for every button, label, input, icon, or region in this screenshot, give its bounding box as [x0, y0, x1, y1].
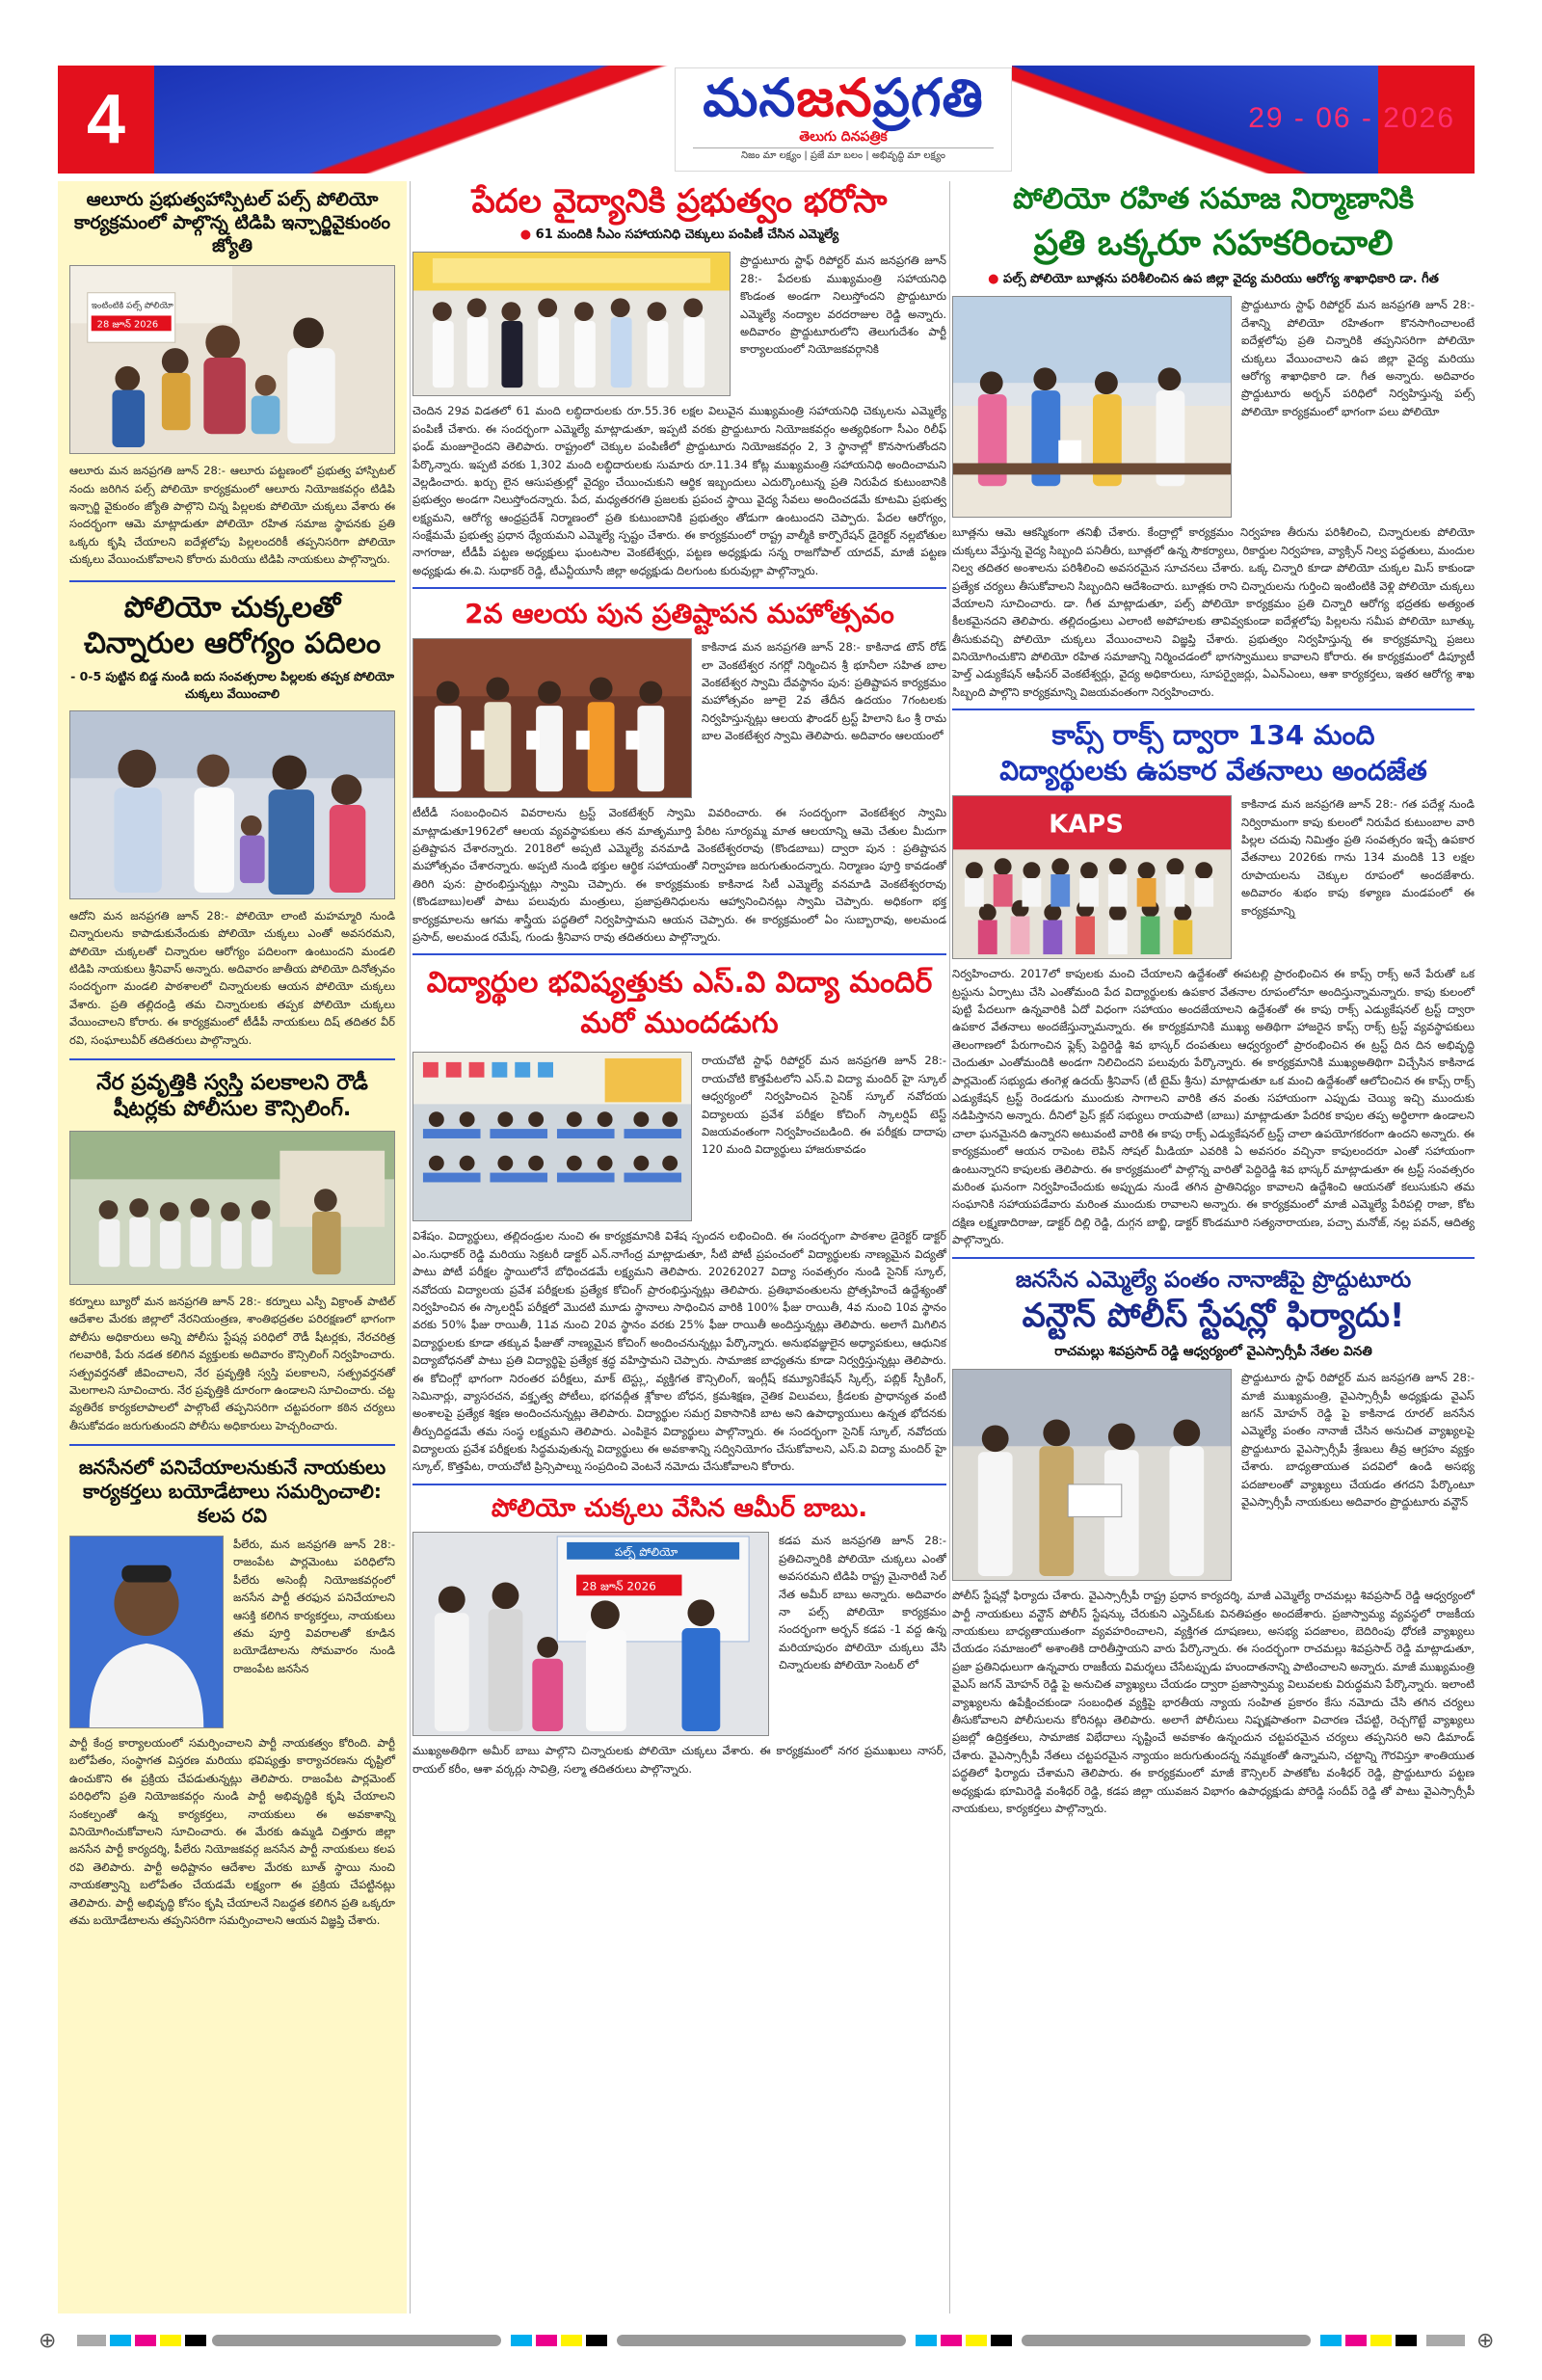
- issue-date: 29 - 06 - 2026: [1248, 102, 1455, 134]
- article-polio-free-society: పోలియో రహిత సమాజ నిర్మాణానికి ప్రతి ఒక్కరూ సహకరించాలి ● పల్స్ పోలియో బూత్లను పరిశీలించిన ఉప జిల్లా వైద్య మరియు ఆరోగ్య శాఖాధికారి డా. గీత ప్రొద్దుటూరు స్టాఫ్ రిపోర్టర్ మన జనప్రగతి జూన్ 28:- దేశాన్ని పోలియో రహితంగా కొనసాగించాలంటే ఐదేళ్లలోపు ప్రతి చిన్నారికి తప్పనిసరిగా పోలియో చుక్కలు వేయించాలని ఉప జిల్లా వైద్య మరియు ఆరోగ్య శాఖాధికారి డా. గీత అన్నారు. అదివారం ప్రొద్దుటూరు అర్బన్ పరిధిలో నిర్వహిస్తున్న పల్స్ పోలియో కార్యక్రమంలో భాగంగా పలు పోలియో బూత్లను ఆమె ఆకస్మికంగా తనిఖీ చేశారు. కేంద్రాల్లో కార్యక్రమం నిర్వహణ తీరును పరిశీలించి, చిన్నారులకు పోలియో చుక్కలు వేస్తున్న వైద్య సిబ్బంది పనితీరు, బూత్లలో ఉన్న సౌకర్యాలు, రికార్డుల నిర్వహణ, వ్యాక్సిన్ నిల్వ పద్ధతులు, మందుల నిల్వ తదితర అంశాలను పరిశీలించి అవసరమైన సూచనలు చేశారు. ఒక్క చిన్నారి కూడా పోలియో చుక్కల మిస్ కాకుండా ప్రత్యేక చర్యలు తీసుకోవాలని సిబ్బందిని ఆదేశించారు. బూత్లకు రాని చిన్నారులను గుర్తించి ఇంటింటికి వెళ్లి పోలియో చుక్కలు వేయాలని సూచించారు. డా. గీత మాట్లాడుతూ, పల్స్ పోలియో కార్యక్రమం ప్రతి చిన్నారి ఆరోగ్య భద్రతకు అత్యంత కీలకమైనదని తెలిపారు. తల్లిదండ్రులు ఎలాంటి అపోహలకు తావివ్వకుండా ఐదేళ్లలోపు పిల్లలను సమీప పోలియో బూత్కు తీసుకువచ్చి పోలియో చుక్కలు వేయించాలని విజ్ఞప్తి చేశారు. ప్రభుత్వం నిర్వహిస్తున్న ఈ కార్యక్రమాన్ని ప్రజలు వినియోగించుకొని పోలియో రహిత సమాజాన్ని నిర్మించడంలో భాగస్వాములు కావాలని కోరారు. ఈ కార్యక్రమంలో డిప్యూటీ హెల్త్ ఎడ్యుకేషన్ ఆఫీసర్ వెంకటేశ్వర్లు, వైద్య అధికారులు, సూపర్వైజర్లు, ఏఎన్ఎంలు, ఆశా కార్యకర్తలు, ఇతర ఆరోగ్య శాఖ సిబ్బంది పాల్గొని కార్యక్రమాన్ని విజయవంతంగా నిర్వహించారు.: [952, 181, 1475, 701]
- color-swatch: [160, 2335, 181, 2346]
- color-swatch: [135, 2335, 156, 2346]
- article-photo: [412, 252, 731, 396]
- article-photo: [952, 1369, 1232, 1581]
- color-swatch: [941, 2335, 962, 2346]
- article-body-continued: బూత్లను ఆమె ఆకస్మికంగా తనిఖీ చేశారు. కేంద్రాల్లో కార్యక్రమం నిర్వహణ తీరును పరిశీలించి, చిన్నారులకు పోలియో చుక్కలు వేస్తున్న వైద్య సిబ్బంది పనితీరు, బూత్లలో ఉన్న సౌకర్యాలు, రికార్డుల నిర్వహణ, వ్యాక్సిన్ నిల్వ పద్ధతులు, మందుల నిల్వ తదితర అంశాలను పరిశీలించి అవసరమైన సూచనలు చేశారు. ఒక్క చిన్నారి కూడా పోలియో చుక్కల మిస్ కాకుండా ప్రత్యేక చర్యలు తీసుకోవాలని సిబ్బందిని ఆదేశించారు. బూత్లకు రాని చిన్నారులను గుర్తించి ఇంటింటికి వెళ్లి పోలియో చుక్కలు వేయాలని సూచించారు. డా. గీత మాట్లాడుతూ, పల్స్ పోలియో కార్యక్రమం ప్రతి చిన్నారి ఆరోగ్య భద్రతకు అత్యంత కీలకమైనదని తెలిపారు. తల్లిదండ్రులు ఎలాంటి అపోహలకు తావివ్వకుండా ఐదేళ్లలోపు పిల్లలను సమీప పోలియో బూత్కు తీసుకువచ్చి పోలియో చుక్కలు వేయించాలని విజ్ఞప్తి చేశారు. ప్రభుత్వం నిర్వహిస్తున్న ఈ కార్యక్రమాన్ని ప్రజలు వినియోగించుకొని పోలియో రహిత సమాజాన్ని నిర్మించడంలో భాగస్వాములు కావాలని కోరారు. ఈ కార్యక్రమంలో డిప్యూటీ హెల్త్ ఎడ్యుకేషన్ ఆఫీసర్ వెంకటేశ్వర్లు, వైద్య అధికారులు, సూపర్వైజర్లు, ఏఎన్ఎంలు, ఆశా కార్యకర్తలు, ఇతర ఆరోగ్య శాఖ సిబ్బంది పాల్గొని కార్యక్రమాన్ని విజయవంతంగా నిర్వహించారు.: [952, 525, 1475, 699]
- article-photo: [69, 710, 395, 899]
- print-registration-strip: [39, 2329, 1503, 2353]
- registration-mark-icon: ⊕: [39, 2329, 57, 2353]
- headline: కాప్స్ రాక్స్ ద్వారా 134 మంది: [1051, 719, 1375, 752]
- headline-line2: ప్రతి ఒక్కరూ సహకరించాలి: [1033, 223, 1394, 263]
- article-cmrf-cheques: పేదల వైద్యానికి ప్రభుత్వం భరోసా ● 61 మందికి సీఎం సహాయనిధి చెక్కులు పంపిణీ చేసిన ఎమ్మెల్యే ప్రొద్దుటూరు స్టాఫ్ రిపోర్టర్ మన జనప్రగతి జూన్ 28:- పేదలకు ముఖ్యమంత్రి సహాయనిధి కొండంత అండగా నిలుస్తోందని ప్రొద్దుటూరు ఎమ్మెల్యే నంద్యాల వరదరాజుల రెడ్డి అన్నారు. అదివారం ప్రొద్దుటూరులోని తెలుగుదేశం పార్టీ కార్యాలయంలో నియోజకవర్గానికి చెందిన 29వ విడతలో 61 మంది లబ్ధిదారులకు రూ.55.36 లక్షల విలువైన ముఖ్యమంత్రి సహాయనిధి చెక్కులను ఎమ్మెల్యే పంపిణీ చేశారు. ఈ సందర్భంగా ఎమ్మెల్యే మాట్లాడుతూ, ఇప్పటి వరకు ప్రొద్దుటూరు నియోజకవర్గం అత్యధికంగా సీఎం రిలీఫ్ ఫండ్ మంజూరైందని తెలిపారు. రాష్ట్రంలో చెక్కుల పంపిణీలో ప్రొద్దుటూరు నియోజకవర్గం 2, 3 స్థానాల్లో కొనసాగుతోందని పేర్కొన్నారు. ఇప్పటి వరకు 1,302 మంది లబ్ధిదారులకు సుమారు రూ.11.34 కోట్ల ముఖ్యమంత్రి సహాయనిధి అందించామని వెల్లడించారు. ఖర్చు లైన ఆసుపత్రుల్లో వైద్యం చేయించుకుని ఆర్థిక ఇబ్బందులు ఎదుర్కొంటున్న ప్రతి నిరుపేద కుటుంబానికి ప్రభుత్వం అండగా నిలుస్తోందన్నారు. పేద, మధ్యతరగతి ప్రజలకు ప్రపంచ స్థాయి వైద్య సేవలు అందించడమే కూటమి ప్రభుత్వ లక్ష్యమని, ఆరోగ్య ఆంధ్రప్రదేశ్ నిర్మాణంలో ప్రతి కుటుంబానికి ప్రభుత్వం తోడుగా ఉంటుందని చెప్పారు. పేదల ఆరోగ్యం, సంక్షేమమే ప్రభుత్వ ప్రధాన ధ్యేయమని ఎమ్మెల్యే స్పష్టం చేశారు. ఈ కార్యక్రమంలో రాష్ట్ర వాల్మీకి కార్పొరేషన్ డైరెక్టర్ నల్లబోతుల నాగరాజు, టీడీపీ పట్టణ అధ్యక్షులు ఘంటసాల వెంకటేశ్వర్లు, పట్టణ అధ్యక్షుడు సన్న రాజగోపాల్ యాదవ్, మాజీ పట్టణ అధ్యక్షుడు ఈ.వి. సుధాకర్ రెడ్డి, టీఎన్టీయూసీ జిల్లా అధ్యక్షుడు దిలగుంట కురువుల్లా పాల్గొన్నారు.: [412, 181, 946, 579]
- color-swatch: [561, 2335, 582, 2346]
- masthead-title: మనజనప్రగతి: [703, 67, 984, 128]
- article-sv-vidya-mandir: [412, 963, 946, 1475]
- column-divider: [410, 181, 411, 2313]
- headline: పేదల వైద్యానికి ప్రభుత్వం భరోసా: [471, 182, 888, 221]
- headline-line2: వన్టౌన్ పోలీస్ స్టేషన్లో ఫిర్యాదు!: [1022, 1297, 1405, 1336]
- deck: రాచమల్లు శివప్రసాద్ రెడ్డి ఆధ్వర్యంలో వైఎస్సార్సీపీ నేతల వినతి: [1054, 1343, 1372, 1359]
- masthead-band: [58, 66, 1475, 174]
- left-column: [58, 181, 407, 2313]
- article-photo: [69, 1131, 395, 1285]
- headline: విద్యార్థుల భవిష్యత్తుకు ఎస్.వి విద్యా మందిర్ మరో ముందడుగు: [426, 966, 933, 1041]
- article-body: కడప మన జనప్రగతి జూన్ 28:- ప్రతిచిన్నారికి పోలియో చుక్కలు ఎంతో అవసరమని టిడిపి రాష్ట్ర మైనారిటీ సెల్ నేత అమీర్ బాబు అన్నారు. అదివారం నా పల్స్ పోలియో కార్యక్రమం సందర్భంగా అర్బన్ కడప -1 వద్ద ఉన్న మరియాపురం పోలియో చుక్కలు వేసి చిన్నారులకు పోలియో సెంటర్ లో: [779, 1534, 946, 1672]
- article-photo: [412, 1052, 692, 1221]
- article-photo: [412, 1532, 769, 1736]
- grey-scale-bar: [212, 2335, 501, 2346]
- headline: పోలియో చుక్కలు వేసిన ఆమీర్ బాబు.: [491, 1493, 868, 1523]
- page-number: 4: [86, 81, 126, 158]
- color-swatch: [966, 2335, 987, 2346]
- color-swatch: [1396, 2335, 1417, 2346]
- article-rowdy-sheeter-counselling: [58, 1066, 407, 1438]
- article-body: ప్రొద్దుటూరు స్టాఫ్ రిపోర్టర్ మన జనప్రగతి జూన్ 28:- మాజీ ముఖ్యమంత్రి, వైఎస్సార్సీపీ అధ్యక్షుడు వైఎస్ జగన్ మోహన్ రెడ్డి పై కాకినాడ రూరల్ జనసేన ఎమ్మెల్యే పంతం నానాజీ చేసిన అనుచిత వ్యాఖ్యలపై ప్రొద్దుటూరు వైఎస్సార్సీపీ శ్రేణులు తీవ్ర ఆగ్రహం వ్యక్తం చేశారు. బాధ్యతాయుత పదవిలో ఉండి అసభ్య పదజాలంతో వ్యాఖ్యలు చేయడం తగదని పేర్కొంటూ వైఎస్సార్సీపీ నాయకులు అదివారం ప్రొద్దుటూరు వన్టౌన్: [1241, 1371, 1475, 1510]
- article-photo: [952, 795, 1232, 959]
- article-body: ఆదోని మన జనప్రగతి జూన్ 28:- పోలియో లాంటి మహమ్మారి నుండి చిన్నారులను కాపాడుకునేందుకు పోలియో చుక్కలు ఎంతో అవసరమని, పోలియో చుక్కలతో చిన్నారుల ఆరోగ్యం పదిలంగా ఉంటుందని మండలి టిడిపి నాయకులు శ్రీనివాస్ అన్నారు. అదివారం జాతీయ పోలియో దినోత్సవం సందర్భంగా మండలి పాఠశాలలో చిన్నారులకు ఆయన పోలియో చుక్కలు వేశారు. ప్రతి తల్లిదండ్రి తమ చిన్నారులకు తప్పక పోలియో చుక్కలు వేయించాలని కోరారు. ఈ కార్యక్రమంలో టీడీపీ నాయకులు దిష్ తదితర వీర్ రవి, సంఘాలువీర్ తదితరులు పాల్గొన్నారు.: [69, 908, 395, 1047]
- article-aluru-polio: [58, 181, 407, 576]
- deck: 61 మందికి సీఎం సహాయనిధి చెక్కులు పంపిణీ చేసిన ఎమ్మెల్యే: [535, 227, 839, 242]
- article-polio-drops-health: [58, 586, 407, 1053]
- article-body-continued: విశేషం. విద్యార్థులు, తల్లిదండ్రుల నుంచి ఈ కార్యక్రమానికి విశేష స్పందన లభించింది. ఈ సందర్భంగా పాఠశాల డైరెక్టర్ డాక్టర్ ఎం.సుధాకర్ రెడ్డి మరియు సెక్రటరీ డాక్టర్ ఎన్.నాగేంద్ర మాట్లాడుతూ, సీటి పోటీ ప్రపంచంలో విద్యార్థులకు నాణ్యమైన విద్యతో పాటు పోటీ పరీక్షల స్థాయిలోనే బోధించడమే లక్ష్యమని తెలిపారు. 20262027 విద్యా సంవత్సరం నుండి సైనిక్ స్కూల్, నవోదయ విద్యాలయ ప్రవేశ పరీక్షలకు ప్రత్యేక కోచింగ్ ప్రారంభిస్తున్నట్లు తెలిపారు. ప్రతిభావంతులను ప్రోత్సహించే ఉద్దేశ్యంతో నిర్వహించిన ఈ స్కాలర్షిప్ పరీక్షలో మొదటి మూడు స్థానాలు సాధించిన వారికి 100% ఫీజు రాయితీ, 4వ నుంచి 10వ స్థానం వరకు 50% ఫీజు రాయితీ, 11వ నుంచి 20వ స్థానం వరకు 25% ఫీజు రాయితీ అందిస్తున్నట్లు తెలిపారు. అలాగే మిగిలిన విద్యార్థులకు కూడా తక్కువ ఫీజుతో నాణ్యమైన కోచింగ్ అందించనున్నట్లు పేర్కొన్నారు. అనుభవజ్ఞులైన అధ్యాపకులు, ఆధునిక విద్యాబోధనతో పాటు ప్రతి విద్యార్థిపై ప్రత్యేక శ్రద్ధ వహిస్తామని చెప్పారు. సామాజిక బాధ్యతను కూడా నిర్వర్తిస్తున్నట్లు తెలిపారు. ఈ కోచింగ్లో భాగంగా నిరంతర పరీక్షలు, మాక్ టెస్ట్లు, వ్యక్తిగత కౌన్సిలింగ్, ఇంగ్లీష్ కమ్యూనికేషన్ స్కిల్స్, పబ్లిక్ స్పీకింగ్, సెమినార్లు, వ్యాసరచన, వక్తృత్వ పోటీలు, భగవద్గీత శ్లోకాల బోధన, క్రమశిక్షణ, నైతిక విలువలు, క్రీడలకు ప్రాధాన్యత వంటి అంశాలపై ప్రత్యేక శిక్షణ అందించనున్నట్లు తెలిపారు. విద్యార్థుల సమగ్ర వికాసానికి బాట అని ఉపాధ్యాయులు ఉన్నత భోదనకు తీర్పుదిద్దడమే తమ సంస్థ లక్ష్యమని తెలిపారు. ఎంపికైన విద్యార్థులు పాల్గొన్నారు. ఈ సందర్భంగా సైనిక్ స్కూల్, నవోదయ విద్యాలయ ప్రవేశ పరీక్షలకు సిద్ధమవుతున్న విద్యార్థులు ఈ అవకాశాన్ని సద్వినియోగం చేసుకోవాలని, ఎస్.వి విద్యా మందిర్ హై స్కూల్, కొత్తపేట, రాయచోటి ప్రిన్సిపాల్ను సంప్రదించి వెంటనే నమోదు చేసుకోవాలని కోరారు.: [412, 1229, 946, 1474]
- masthead-tagline: నిజం మా లక్ష్యం | ప్రజే మా బలం | అభివృద్ధి మా లక్ష్యం: [693, 147, 994, 164]
- color-swatch: [511, 2335, 532, 2346]
- article-body-continued: పార్టీ కేంద్ర కార్యాలయంలో సమర్పించాలని పార్టీ నాయకత్వం కోరింది. పార్టీ బలోపేతం, సంస్థాగత విస్తరణ మరియు భవిష్యత్తు కార్యాచరణను దృష్టిలో ఉంచుకొని ఈ ప్రక్రియ చేపడుతున్నట్లు తెలిపారు. రాజంపేట పార్లమెంట్ పరిధిలోని ప్రతి నియోజకవర్గం నుండి పార్టీ అభివృద్ధికి కృషి చేయాలని సంకల్పంతో ఉన్న కార్యకర్తలు, నాయకులు ఈ అవకాశాన్ని వినియోగించుకోవాలని సూచించారు. ఈ మేరకు ఉమ్మడి చిత్తూరు జిల్లా జనసేన పార్టీ కార్యదర్శి, పీలేరు నియోజకవర్గ జనసేన పార్టీ నాయకులు కలప రవి తెలిపారు. పార్టీ అధిష్టానం ఆదేశాల మేరకు బూత్ స్థాయి నుంచి నాయకత్వాన్ని బలోపేతం చేయడమే లక్ష్యంగా ఈ ప్రక్రియ చేపట్టినట్లు తెలిపారు. పార్టీ అభివృద్ధి కోసం కృషి చేయాలనే నిబద్ధత కలిగిన ప్రతి ఒక్కరూ తమ బయోడేటాలను తప్పనిసరిగా సమర్పించాలని ఆయన విజ్ఞప్తి చేశారు.: [69, 1736, 395, 1927]
- article-photo: [412, 638, 692, 798]
- article-body: కర్నూలు బ్యూరో మన జనప్రగతి జూన్ 28:- కర్నూలు ఎస్పీ విక్రాంత్ పాటిల్ ఆదేశాల మేరకు జిల్లాలో నేరనియంత్రణ, శాంతిభద్రతల పరిరక్షణలో భాగంగా పోలీసు అధికారులు అన్ని పోలీసు స్టేషన్ల పరిధిలో రౌడీ షీటర్లకు, నేరచరిత్ర గలవారికి, పేరు నడత కలిగిన వ్యక్తులకు అదివారం కౌన్సిలింగ్ నిర్వహించారు. సత్ప్రవర్తనతో జీవించాలని, నేర ప్రవృత్తికి స్వస్తి పలకాలని, సత్ప్రవర్తనతో మెలగాలని సూచించారు. నేర ప్రవృత్తికి దూరంగా ఉండాలని సూచించారు. చట్ట వ్యతిరేక కార్యకలాపాలలో పాల్గొంటే తప్పనిసరిగా చట్టపరంగా కఠిన చర్యలు తీసుకోవడం జరుగుతుందని పోలీసు అధికారులు హెచ్చరించారు.: [69, 1294, 395, 1432]
- article-body: ప్రొద్దుటూరు స్టాఫ్ రిపోర్టర్ మన జనప్రగతి జూన్ 28:- దేశాన్ని పోలియో రహితంగా కొనసాగించాలంటే ఐదేళ్లలోపు ప్రతి చిన్నారికి తప్పనిసరిగా పోలియో చుక్కలు వేయించాలని ఉప జిల్లా వైద్య మరియు ఆరోగ్య శాఖాధికారి డా. గీత అన్నారు. అదివారం ప్రొద్దుటూరు అర్బన్ పరిధిలో నిర్వహిస్తున్న పల్స్ పోలియో కార్యక్రమంలో భాగంగా పలు పోలియో: [1241, 298, 1475, 418]
- article-photo: [69, 265, 395, 454]
- color-swatch: [991, 2335, 1012, 2346]
- article-body: ఆలూరు మన జనప్రగతి జూన్ 28:- ఆలూరు పట్టణంలో ప్రభుత్వ హాస్పిటల్ నందు జరిగిన పల్స్ పోలియో కార్యక్రమంలో ఆలూరు నియోజకవర్గం టిడిపి ఇన్చార్జి వైకుంఠం జ్యోతి పాల్గొని చిన్న పిల్లలకు పోలియో చుక్కలు వేశారు ఈ సందర్భంగా ఆమె మాట్లాడుతూ పోలియో రహిత సమాజ స్థాపనకు ప్రతి ఒక్కరు కృషి చేయాలని ఐదేళ్లలోపు పిల్లలందరికీ తప్పనిసరిగా పోలియో చుక్కలు వేయించుకోవాలని కోరారు మరియు టిడిపి నాయకులు పాల్గొన్నారు.: [69, 464, 395, 567]
- registration-mark-icon: ⊕: [1476, 2329, 1495, 2353]
- deck: పల్స్ పోలియో బూత్లను పరిశీలించిన ఉప జిల్లా వైద్య మరియు ఆరోగ్య శాఖాధికారి డా. గీత: [1003, 271, 1439, 286]
- color-swatch: [1345, 2335, 1367, 2346]
- middle-column: [412, 181, 946, 1778]
- header-blue-stripe-left: [154, 66, 675, 174]
- headline: ఆలూరు ప్రభుత్వహాస్పిటల్ పల్స్ పోలియో కార్యక్రమంలో పాల్గొన్న టిడిపి ఇన్చార్జివైకుంఠం జ్యోతి: [73, 189, 391, 256]
- right-column: [952, 181, 1475, 1817]
- headline: నేర ప్రవృత్తికి స్వస్తి పలకాలని రౌడీ షీటర్లకు పోలీసుల కౌన్సిలింగ్.: [96, 1070, 368, 1122]
- headline: పోలియో రహిత సమాజ నిర్మాణానికి: [1012, 182, 1415, 216]
- article-body-continued: చెందిన 29వ విడతలో 61 మంది లబ్ధిదారులకు రూ.55.36 లక్షల విలువైన ముఖ్యమంత్రి సహాయనిధి చెక్కులను ఎమ్మెల్యే పంపిణీ చేశారు. ఈ సందర్భంగా ఎమ్మెల్యే మాట్లాడుతూ, ఇప్పటి వరకు ప్రొద్దుటూరు నియోజకవర్గం అత్యధికంగా సీఎం రిలీఫ్ ఫండ్ మంజూరైందని తెలిపారు. రాష్ట్రంలో చెక్కుల పంపిణీలో ప్రొద్దుటూరు నియోజకవర్గం 2, 3 స్థానాల్లో కొనసాగుతోందని పేర్కొన్నారు. ఇప్పటి వరకు 1,302 మంది లబ్ధిదారులకు సుమారు రూ.11.34 కోట్ల ముఖ్యమంత్రి సహాయనిధి అందించామని వెల్లడించారు. ఖర్చు లైన ఆసుపత్రుల్లో వైద్యం చేయించుకుని ఆర్థిక ఇబ్బందులు ఎదుర్కొంటున్న ప్రతి నిరుపేద కుటుంబానికి ప్రభుత్వం అండగా నిలుస్తోందన్నారు. పేద, మధ్యతరగతి ప్రజలకు ప్రపంచ స్థాయి వైద్య సేవలు అందించడమే కూటమి ప్రభుత్వ లక్ష్యమని, ఆరోగ్య ఆంధ్రప్రదేశ్ నిర్మాణంలో ప్రతి కుటుంబానికి ప్రభుత్వం తోడుగా ఉంటుందని చెప్పారు. పేదల ఆరోగ్యం, సంక్షేమమే ప్రభుత్వ ప్రధాన ధ్యేయమని ఎమ్మెల్యే స్పష్టం చేశారు. ఈ కార్యక్రమంలో రాష్ట్ర వాల్మీకి కార్పొరేషన్ డైరెక్టర్ నల్లబోతుల నాగరాజు, టీడీపీ పట్టణ అధ్యక్షులు ఘంటసాల వెంకటేశ్వర్లు, పట్టణ అధ్యక్షుడు సన్న రాజగోపాల్ యాదవ్, మాజీ పట్టణ అధ్యక్షుడు ఈ.వి. సుధాకర్ రెడ్డి, టీఎన్టీయూసీ జిల్లా అధ్యక్షుడు దిలగుంట కురువుల్లా పాల్గొన్నారు.: [412, 404, 946, 577]
- article-body-continued: టీటీడీ సంబంధించిన వివరాలను ట్రస్ట్ వెంకటేశ్వర్ స్వామి వివరించారు. ఈ సందర్భంగా వెంకటేశ్వర స్వామి మాట్లాడుతూ1962లో ఆలయ వ్యవస్థాపకులు తన మాతృమూర్తి పేరిట సూర్యమ్మ మాత ఆలయాన్ని ఆమె చేతుల మీదుగా ప్రతిష్టాపన చేశారన్నారు. 2018లో అప్పటి ఎమ్మెల్యే వనమాడి వెంకటేశ్వరరావు (కొండబాబు) ద్వారా పున : ప్రతిష్టాపన మహోత్సవం చేశారన్నారు. అప్పటి నుండి భక్తుల ఆర్థిక సహాయంతో నిర్వాహణ జరుగుతుందన్నారు. నిర్మాణం పూర్తి కావడంతో తిరిగి పున: ప్రారంభిస్తున్నట్లు స్వామి చెప్పారు. ఈ కార్యక్రమంకు కాకినాడ సిటీ ఎమ్మెల్యే వనమాడి వెంకటేశ్వరరావు (కొండబాబు)లతో పాటు పలువురు మంత్రులు, ప్రజాప్రతినిధులను ఆహ్వానించినట్లు స్వామి చెప్పారు. అధికంగా భక్త కార్యక్రమాలను ఆగమ శాస్త్రీయ పద్ధతిలో నిర్వహిస్తామని ఆయన చెప్పారు. ఈ కార్యక్రమంలో ఏం సుబ్బారావు, అలమండ ప్రసాద్, అలమండ రమేష్, గుండు శ్రీనివాస రావు తదితరులు పాల్గొన్నారు.: [412, 806, 946, 944]
- article-body: కాకినాడ మన జనప్రగతి జూన్ 28:- కాకినాడ టౌన్ రోడ్ లా వెంకటేశ్వర నగర్లో నిర్మించిన శ్రీ భూనీలా సహిత బాల వెంకటేశ్వర స్వామి దేవస్థానం పున: ప్రతిష్టాపన కార్యక్రమం మహోత్సవం జూలై 2వ తేదీన ఉదయం 7గంటలకు నిర్వహిస్తున్నట్లు ఆలయ ఫౌండర్ ట్రస్ట్ హిలాని ఓం శ్రీ రామ బాల వెంకటేశ్వర స్వామి తెలిపారు. అదివారం ఆలయంలో: [702, 640, 946, 743]
- article-ameer-babu-polio: [412, 1493, 946, 1778]
- headline: పోలియో చుక్కలతో చిన్నారుల ఆరోగ్యం పదిలం: [83, 590, 382, 661]
- masthead-subtitle: తెలుగు దినపత్రిక: [799, 129, 888, 145]
- article-body-continued: పోలీస్ స్టేషన్లో ఫిర్యాదు చేశారు. వైఎస్సార్సీపీ రాష్ట్ర ప్రధాన కార్యదర్శి, మాజీ ఎమ్మెల్యే రాచమల్లు శివప్రసాద్ రెడ్డి ఆధ్వర్యంలో పార్టీ నాయకులు వన్టౌన్ పోలీస్ స్టేషన్కు చేరుకుని ఎస్హెచ్ఓకు వినతిపత్రం అందజేశారు. ప్రజాస్వామ్య వ్యవస్థలో రాజకీయ నాయకులు బాధ్యతాయుతంగా వ్యవహరించాలని, వ్యక్తిగత దూషణలు, అసభ్య పదజాలం, బెదిరింపు ధోరణి వ్యాఖ్యలు చేయడం సమాజంలో అశాంతికి దారితీస్తాయని వారు పేర్కొన్నారు. ఈ సందర్భంగా రాచమల్లు శివప్రసాద్ రెడ్డి మాట్లాడుతూ, ప్రజా ప్రతినిధులుగా ఉన్నవారు రాజకీయ విమర్శలు చేసేటప్పుడు హుందాతనాన్ని పాటించాలని అన్నారు. మాజీ ముఖ్యమంత్రి వైఎస్ జగన్ మోహన్ రెడ్డి పై అనుచిత వ్యాఖ్యలు చేయడం ద్వారా ప్రజాస్వామ్య విలువలకు విరుద్ధమని పేర్కొన్నారు. ఇలాంటి వ్యాఖ్యలను ఉపేక్షించకుండా సంబంధిత వ్యక్తిపై భారతీయ న్యాయ సంహిత ప్రకారం కేసు నమోదు చేసి తగిన చర్యలు తీసుకోవాలని పోలీసులను కోరినట్లు తెలిపారు. అలాగే పోలీసులు నిష్పక్షపాతంగా విచారణ చేపట్టి, రెచ్చగొట్టే వ్యాఖ్యలు ప్రజల్లో ఉద్రిక్తతలు, సామాజిక విభేదాలు సృష్టించే అవకాశం ఉన్నందున చట్టపరమైన చర్యలు తప్పనిసరి అని డిమాండ్ చేశారు. వైఎస్సార్సీపీ నేతలు చట్టపరమైన న్యాయం జరుగుతుందన్న నమ్మకంతో ఉన్నామని, చట్టాన్ని గౌరవిస్తూ శాంతియుత పద్ధతిలో ఫిర్యాదు చేశామని తెలిపారు. ఈ కార్యక్రమంలో మాజీ కౌన్సిలర్ పాతకోట వంశీధర్ రెడ్డి, ప్రొద్దుటూరు పట్టణ అధ్యక్షుడు భూమిరెడ్డి వంశీధర్ రెడ్డి, కడప జిల్లా యువజన విభాగం ఉపాధ్యక్షుడు పోరెడ్డి సందీప్ రెడ్డి తో పాటు వైఎస్సార్సీపీ నాయకులు, కార్యకర్తలు పాల్గొన్నారు.: [952, 1589, 1475, 1815]
- headline: జనసేన ఎమ్మెల్యే పంతం నానాజీపై ప్రొద్దుటూరు: [1015, 1267, 1412, 1293]
- color-swatch: [1320, 2335, 1342, 2346]
- column-divider: [949, 181, 950, 2313]
- headline: జనసేనలో పనిచేయాలనుకునే నాయకులు కార్యకర్తలు బయోడేటాలు సమర్పించాలి: కలప రవి: [78, 1456, 386, 1528]
- grey-scale-bar: [617, 2335, 906, 2346]
- article-body: రాయచోటి స్టాఫ్ రిపోర్టర్ మన జనప్రగతి జూన్ 28:- రాయచోటి కొత్తపేటలోని ఎస్.వి విద్యా మందిర్ హై స్కూల్ ఆధ్వర్యంలో నిర్వహించిన సైనిక్ స్కూల్ నవోదయ విద్యాలయ ప్రవేశ పరీక్షల కోచింగ్ స్కాలర్షిప్ టెస్ట్ విజయవంతంగా నిర్వహించబడింది. ఈ పరీక్షకు దాదాపు 120 మంది విద్యార్థులు హాజరుకావడం: [702, 1054, 946, 1157]
- article-kaps-rocks-scholarships: [952, 718, 1475, 1248]
- article-janasena-biodata: [58, 1452, 407, 1933]
- color-swatch: [1426, 2335, 1465, 2346]
- article-body: కాకినాడ మన జనప్రగతి జూన్ 28:- గత పదేళ్ల నుండి నిర్విరామంగా కాపు కులంలో నిరుపేద కుటుంబాల వారి పిల్లల చదువు నిమిత్తం ప్రతి సంవత్సరం ఇచ్చే ఉపకార వేతనాలు 2026కు గాను 134 మందికి 13 లక్షల రూపాయలను చెక్కుల రూపంలో అందజేశారు. అదివారం శుభం కాపు కళ్యాణ మండపంలో ఈ కార్యక్రమాన్ని: [1241, 797, 1475, 918]
- headline-line2: విద్యార్థులకు ఉపకార వేతనాలు అందజేత: [999, 755, 1427, 788]
- color-swatch: [185, 2335, 206, 2346]
- banner-text: పల్స్ పోలియో: [614, 1545, 678, 1560]
- color-swatch: [586, 2335, 607, 2346]
- deck: - 0-5 పుట్టిన బిడ్డ నుండి ఐదు సంవత్సరాల పిల్లలకు తప్పక పోలియో చుక్కలు వేయించాలి: [70, 668, 394, 701]
- banner-text: ఇంటింటికి పల్స్ పోలియో: [91, 301, 173, 311]
- article-body: ప్రొద్దుటూరు స్టాఫ్ రిపోర్టర్ మన జనప్రగతి జూన్ 28:- పేదలకు ముఖ్యమంత్రి సహాయనిధి కొండంత అండగా నిలుస్తోందని ప్రొద్దుటూరు ఎమ్మెల్యే నంద్యాల వరదరాజుల రెడ్డి అన్నారు. అదివారం ప్రొద్దుటూరులోని తెలుగుదేశం పార్టీ కార్యాలయంలో నియోజకవర్గానికి: [740, 254, 946, 357]
- article-body: పీలేరు, మన జనప్రగతి జూన్ 28:- రాజంపేట పార్లమెంటు పరిధిలోని పీలేరు అసెంబ్లీ నియోజకవర్గంలో జనసేన పార్టీ తరఫున పనిచేయాలని ఆసక్తి కలిగిన కార్యకర్తలు, నాయకులు తమ పూర్తి వివరాలతో కూడిన బయోడేటాలను సోమవారం నుండి రాజంపేట జనసేన: [233, 1538, 395, 1675]
- headline: 2వ ఆలయ పున ప్రతిష్టాపన మహోత్సవం: [465, 598, 894, 630]
- color-swatch: [1370, 2335, 1392, 2346]
- article-photo: [952, 296, 1232, 518]
- article-temple-reconsecration: [412, 597, 946, 946]
- newspaper-logo: [675, 67, 1012, 172]
- article-body-continued: ముఖ్యఅతిథిగా అమీర్ బాబు పాల్గొని చిన్నారులకు పోలియో చుక్కలు వేశారు. ఈ కార్యక్రమంలో నగర ప్రముఖులు నాసర్, రాయల్ కరీం, ఆశా వర్కర్లు సావిత్రి, సల్మా తదితరులు పాల్గొన్నారు.: [412, 1744, 946, 1776]
- article-nanaji-police-complaint: [952, 1267, 1475, 1818]
- portrait-photo: [69, 1536, 224, 1728]
- color-swatch: [916, 2335, 937, 2346]
- article-body-continued: నిర్వహించారు. 2017లో కాపులకు మంచి చేయాలని ఉద్దేశంతో ఈపటల్లి ప్రారంభించిన ఈ కాప్స్ రాక్స్ అనే పేరుతో ఒక ట్రస్టును ఏర్పాటు చేసి ఎంతోమంది పేద విద్యార్థులకు ఉపకార వేతనాల రూపంలోనూ అందిస్తున్నామన్నారు. కాపు కులంలో పుట్టి పేదలుగా ఉన్నవారికి ఏదో విధంగా సహాయం అందజేయాలని ఉద్దేశంతో ఈ కాపు రాక్స్ ఎడ్యుకేషనల్ ట్రస్ట్ ద్వారా ఉపకార వేతనాలు అందజేస్తున్నామన్నారు. ఈ కార్యక్రమానికి ముఖ్య అతిథిగా హాజరైన కాప్స్ రాక్స్ ట్రస్ట్ వ్యవస్థాపకులు తెలంగాణలో పేరుగాంచిన ఫ్లెక్స్ పెద్దిరెడ్డి శివ భాస్కర్ దంపతులు ఆధ్వర్యంలో ప్రారంభించిన ఈ ట్రస్ట్ దిన దిన అభివృద్ధి చెందుతూ ఎంతోమందికి అండగా నిలిచిందని పలువురు పేర్కొన్నారు. ఈ కార్యక్రమానికి ముఖ్యఅతిథిగా విచ్చేసిన కాకినాడ పార్లమెంట్ సభ్యుడు తంగెళ్ల ఉదయ్ శ్రీనివాస్ (టీ టైమ్ శ్రీను) మాట్లాడుతూ ఒక మంచి ఉద్దేశంతో ఆలోచించిన ఈ కాప్స్ రాక్స్ ఎడ్యుకేషన్ ట్రస్ట్ రెండడుగు ముందుకు సాగాలని వారికి తన వంతు సహాయంగా ఎప్పుడు చెయ్యి ఇచ్చి ముందుకు నడిపిస్తానని అన్నారు. దీనిలో ప్రెస్ క్లబ్ సభ్యులు రాయపాటి (బాబు) మాట్లాడుతూ పేదరిక కాపుల తప్ప అర్థిలాగా ఉండాలని చాలా ఘనమైనది ఉన్నారని అటువంటి వారికి ఈ కాపు రాక్స్ ఎడ్యుకేషనల్ ట్రస్ట్ చాలా ఉపయోగకరంగా ఉందని అన్నారు. ఈ కార్యక్రమంలో ఆయన రాపెంట లెపిన్ సోషల్ మీడియా ఎవరికి ఏ అవసరం వచ్చినా కాపులందరూ ఎంతో సహాయంగా ఉంటున్నారని కాపులకు తెలిపారు. ఈ కార్యక్రమంలో పాల్గొన్న వారితో పెద్దిరెడ్డి శివ భాస్కర్ మాట్లాడుతూ ఈ ట్రస్ట్ సంవత్సరం మరింత ఘనంగా నిర్వహించేందుకు అప్పుడు నుండే తగిన ప్రాతినిధ్యం కావాలని ఉద్దేశించి ఆయనతో కలుసుకుని తమ సంఘానికి సహాయపడేవారు మరింత ముందుకు రావాలని అన్నారు. ఈ కార్యక్రమంలో మాజీ ఎమ్మెల్యే పేరిపల్లి రాజా, కోట దక్షిణ లక్ష్మణాదిరాజు, డాక్టర్ దిల్లి రెడ్డి, దుగ్గన బాబ్జి, డాక్టర్ కొండమూరి సత్యనారాయణ, పచ్చా మనోజ్, నల్ల పవన్, ఆదిత్య పాల్గొన్నారు.: [952, 967, 1475, 1247]
- color-swatch: [77, 2335, 106, 2346]
- banner-date: 28 జూన్ 2026: [582, 1579, 656, 1593]
- banner-text: KAPS: [1049, 810, 1124, 840]
- color-swatch: [536, 2335, 557, 2346]
- grey-scale-bar: [1022, 2335, 1311, 2346]
- banner-date: 28 జూన్ 2026: [96, 319, 159, 331]
- color-swatch: [110, 2335, 131, 2346]
